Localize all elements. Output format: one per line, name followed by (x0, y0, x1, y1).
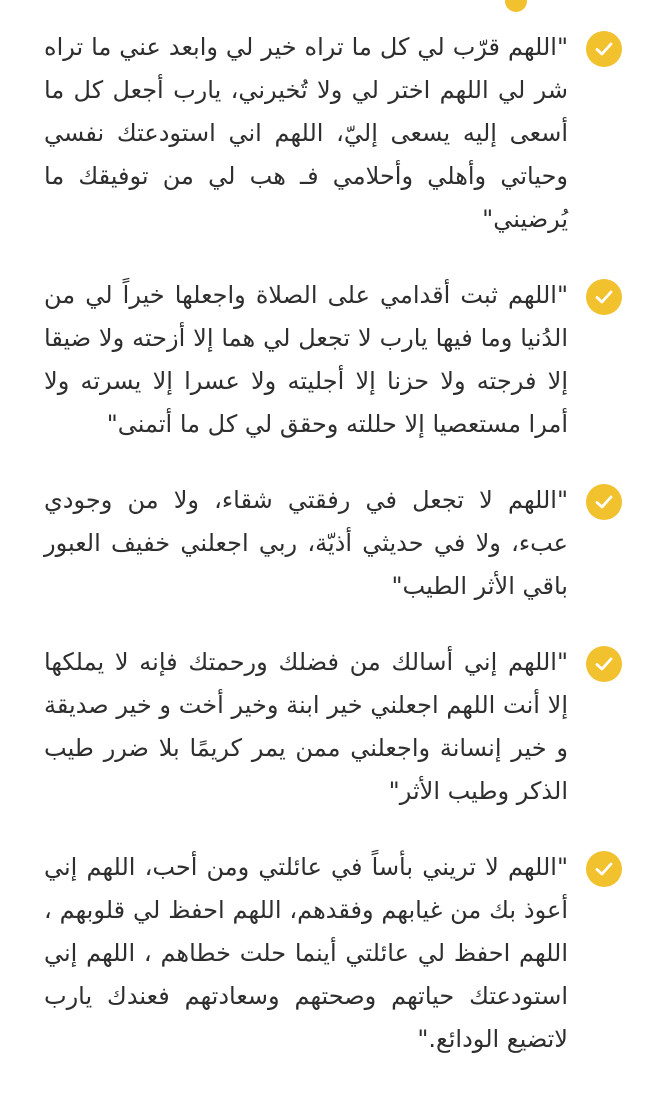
list-item (0, 26, 670, 241)
check-circle-icon (586, 484, 622, 520)
dua-text: "اللهم إني أسالك من فضلك ورحمتك فإنه لا يملكها إلا أنت اللهم اجعلني خير ابنة وخير أخت و خير صديقة و خير إنسانة واجعلني ممن يمر كريمًا بلا ضرر طيب الذكر وطيب الأثر" (44, 648, 568, 805)
check-circle-icon (586, 851, 622, 887)
dua-text: "اللهم قرّب لي كل ما تراه خير لي وابعد عني ما تراه شر لي اللهم اختر لي ولا تُخيرني، يارب أجعل كل ما أسعى إليه يسعى إليّ، اللهم اني استودعتك نفسي وحياتي وأهلي وأحلامي فـ هب لي من توفيقك ما يُرضيني" (44, 33, 568, 233)
dua-text: "اللهم لا تريني بأساً في عائلتي ومن أحب، اللهم إني أعوذ بك من غيابهم وفقدهم، اللهم احفظ لي قلوبهم ، اللهم احفظ لي عائلتي أينما حلت خطاهم ، اللهم إني استودعتك حياتهم وصحتهم وسعادتهم فعندك يارب لاتضيع الودائع." (44, 853, 568, 1053)
check-circle-icon (586, 31, 622, 67)
list-item (0, 641, 670, 813)
list-item (0, 274, 670, 446)
list-item (0, 479, 670, 608)
dua-list (0, 26, 670, 1094)
dua-text: "اللهم لا تجعل في رفقتي شقاء، ولا من وجودي عبء، ولا في حديثي أذيّة، ربي اجعلني خفيف العبور باقي الأثر الطيب" (44, 486, 568, 600)
check-circle-icon (586, 646, 622, 682)
list-item (0, 846, 670, 1061)
check-circle-icon (586, 279, 622, 315)
dua-text: "اللهم ثبت أقدامي على الصلاة واجعلها خيراً لي من الدُنيا وما فيها يارب لا تجعل لي هما إلا أزحته ولا ضيقا إلا فرجته ولا حزنا إلا أجليته ولا عسرا إلا يسرته ولا أمرا مستعصيا إلا حللته وحقق لي كل ما أتمنى" (44, 281, 568, 438)
cutoff-list-marker (505, 0, 527, 12)
